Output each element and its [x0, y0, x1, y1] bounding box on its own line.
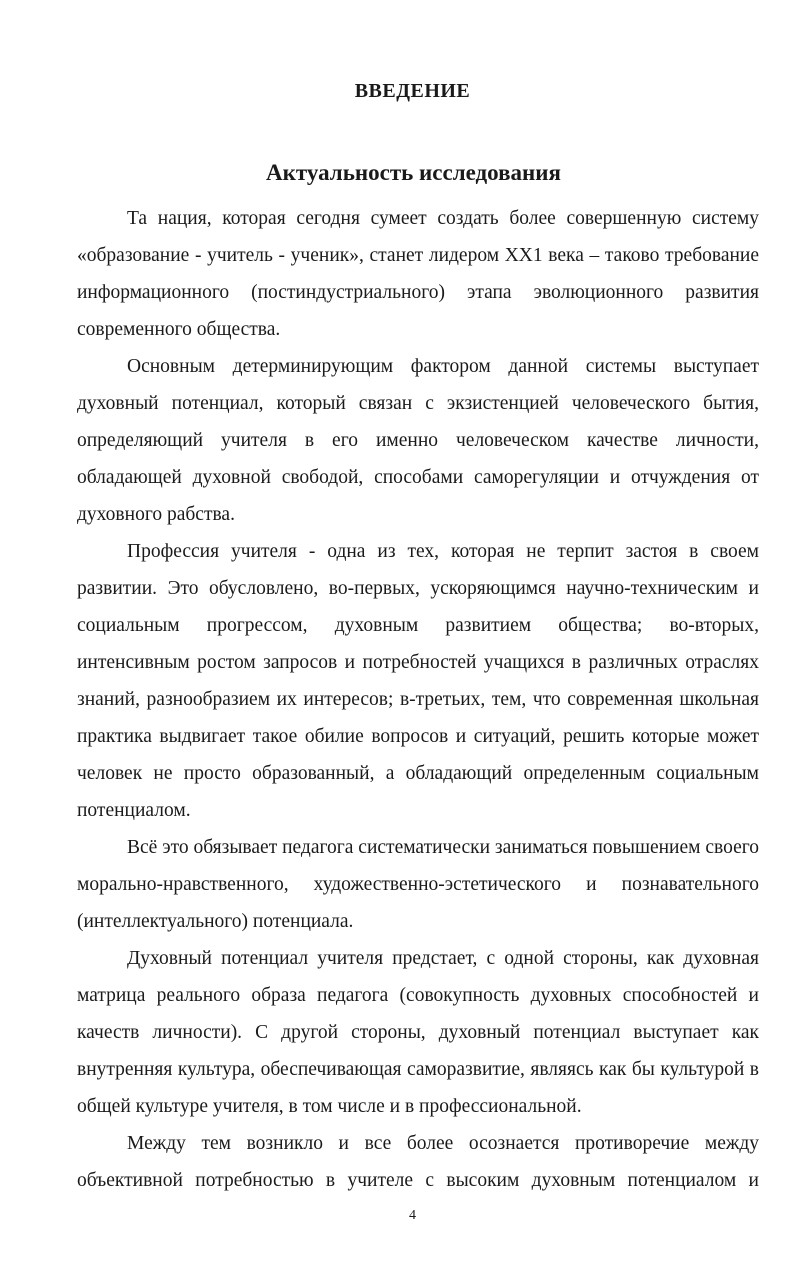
paragraph-2: Основным детерминирующим фактором данной системы выступает духовный потенциал, который связан с экзистенцией человеческого бытия, определяющий учителя в его именно человеческом качестве личности, обладающей духовной свободой, способами саморегуляции и отчуждения от духовного рабства. [77, 356, 759, 525]
page-number: 4 [409, 1208, 416, 1223]
paragraph-1: Та нация, которая сегодня сумеет создать более совершенную систему «образование - учитель - ученик», станет лидером XX1 века – таково требование информационного (постиндустриального) этапа эволюционного развития современного общества. [77, 208, 759, 340]
paragraph-6: Между тем возникло и все более осознается противоречие между объективной потребностью в учителе с высоким духовным потенциалом и [77, 1133, 759, 1191]
section-title: Актуальность исследования [266, 160, 561, 185]
body-text [77, 200, 759, 1199]
paragraph-3: Профессия учителя - одна из тех, которая не терпит застоя в своем развитии. Это обусловлено, во-первых, ускоряющимся научно-техническим и социальным прогрессом, духовным развитием общества; во-вторых, интенсивным ростом запросов и потребностей учащихся в различных отраслях знаний, разнообразием их интересов; в-третьих, тем, что современная школьная практика выдвигает такое обилие вопросов и ситуаций, решить которые может человек не просто образованный, а обладающий определенным социальным потенциалом. [77, 541, 759, 821]
paragraph-5: Духовный потенциал учителя предстает, с одной стороны, как духовная матрица реального образа педагога (совокупность духовных способностей и качеств личности). С другой стороны, духовный потенциал выступает как внутренняя культура, обеспечивающая саморазвитие, являясь как бы культурой в общей культуре учителя, в том числе и в профессиональной. [77, 948, 759, 1117]
chapter-title: ВВЕДЕНИЕ [354, 80, 471, 102]
paragraph-4: Всё это обязывает педагога систематически заниматься повышением своего морально-нравственного, художественно-эстетического и познавательного (интеллектуального) потенциала. [77, 837, 759, 932]
